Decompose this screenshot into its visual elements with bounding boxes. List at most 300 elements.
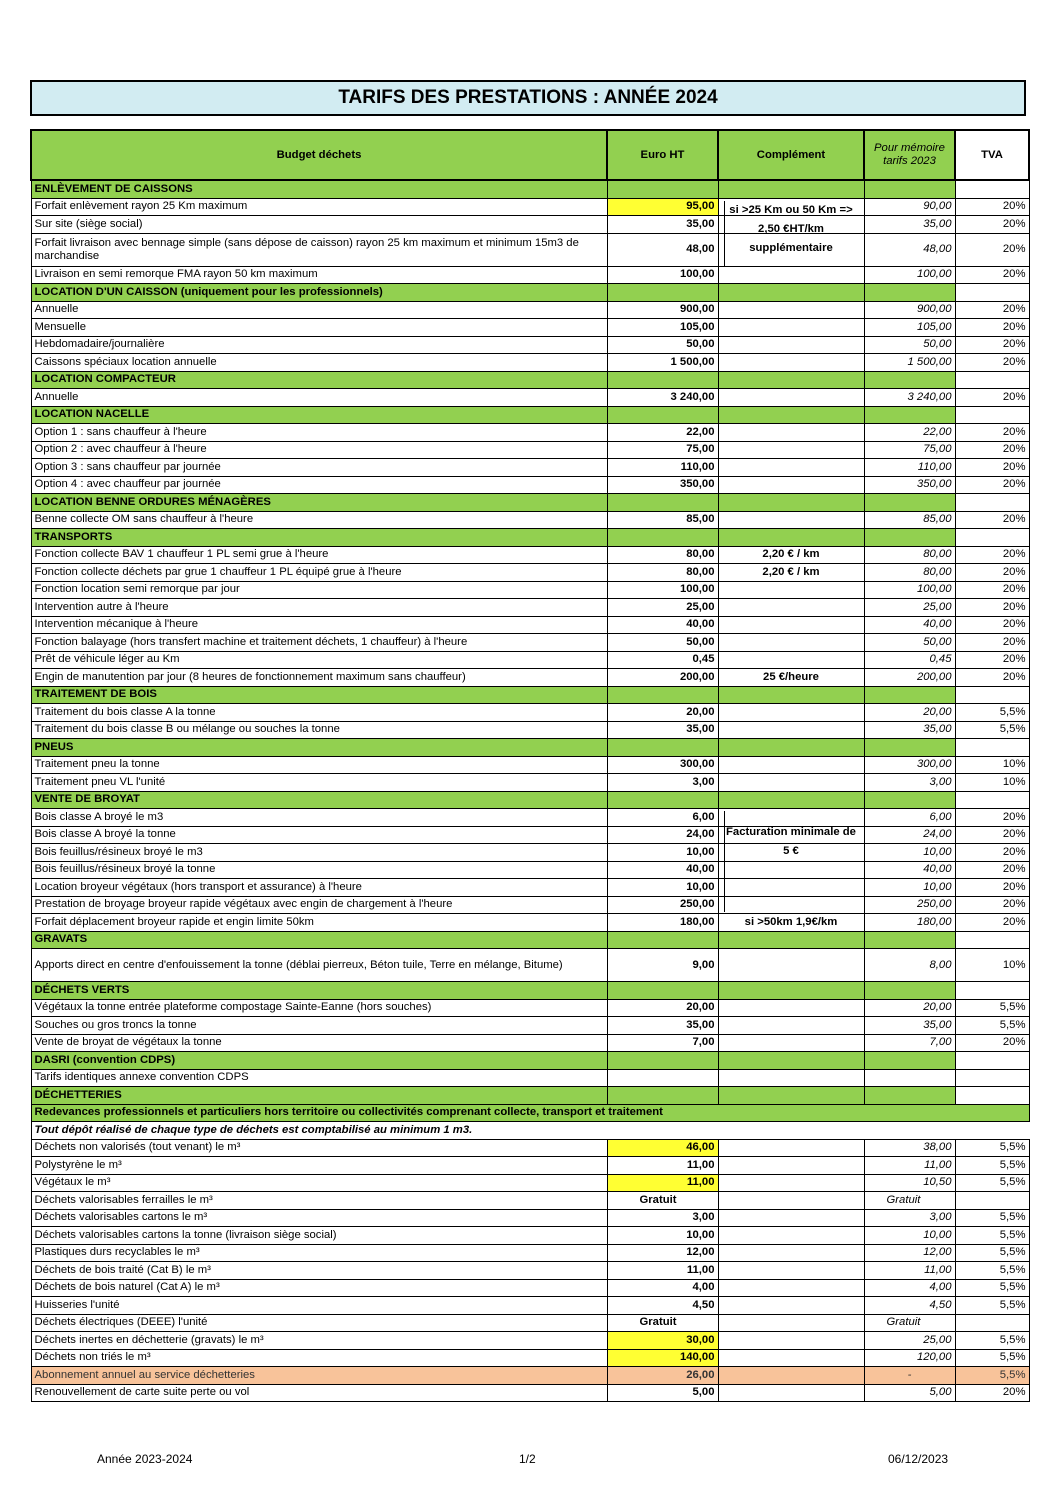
- section-cell: [955, 180, 1029, 198]
- section-label: DÉCHETS VERTS: [31, 982, 607, 1000]
- section-cell: [718, 180, 864, 198]
- row-memo: 20,00: [864, 999, 955, 1017]
- section-label: LOCATION COMPACTEUR: [31, 371, 607, 389]
- row-tva: 5,5%: [955, 704, 1029, 722]
- table-row: [31, 233, 1029, 266]
- row-complement: [718, 1139, 864, 1157]
- row-prix: 1 500,00: [607, 354, 718, 372]
- section-cell: [955, 406, 1029, 424]
- table-row: [31, 1227, 1029, 1245]
- row-tva: 20%: [955, 861, 1029, 879]
- table-row: [31, 198, 1029, 216]
- row-tva: 20%: [955, 1034, 1029, 1052]
- row-tva: 20%: [955, 669, 1029, 687]
- table-row: [31, 896, 1029, 914]
- table-row: [31, 756, 1029, 774]
- section-label: LOCATION D'UN CAISSON (uniquement pour les professionnels): [31, 284, 607, 302]
- row-label: Location broyeur végétaux (hors transport et assurance) à l'heure: [31, 879, 607, 897]
- row-memo: 20,00: [864, 704, 955, 722]
- row-complement: [718, 651, 864, 669]
- row-complement: [718, 266, 864, 284]
- row-memo: 900,00: [864, 301, 955, 319]
- row-prix: 11,00: [607, 1174, 718, 1192]
- row-prix: 3,00: [607, 1209, 718, 1227]
- row-complement: [718, 354, 864, 372]
- row-complement: [718, 704, 864, 722]
- row-prix: 4,50: [607, 1297, 718, 1315]
- row-memo: 110,00: [864, 459, 955, 477]
- row-tva: 5,5%: [955, 1262, 1029, 1280]
- row-prix: 20,00: [607, 704, 718, 722]
- row-memo: 50,00: [864, 336, 955, 354]
- row-label: Déchets valorisables ferrailles le m³: [31, 1192, 607, 1210]
- header-memo: Pour mémoire tarifs 2023: [864, 130, 955, 180]
- section-row: [31, 1104, 1029, 1122]
- row-complement: [718, 1227, 864, 1245]
- section-row: [31, 686, 1029, 704]
- row-complement: [718, 721, 864, 739]
- section-cell: [718, 739, 864, 757]
- row-memo: 3,00: [864, 1209, 955, 1227]
- section-cell: [718, 284, 864, 302]
- row-tva: 5,5%: [955, 1139, 1029, 1157]
- row-tva: 20%: [955, 511, 1029, 529]
- row-complement: [718, 1349, 864, 1367]
- row-label: Prêt de véhicule léger au Km: [31, 651, 607, 669]
- section-cell: [955, 931, 1029, 949]
- row-memo: 250,00: [864, 896, 955, 914]
- row-prix: 95,00: [607, 198, 718, 216]
- row-complement: 2,20 € / km: [718, 546, 864, 564]
- section-cell: [607, 529, 718, 547]
- row-tva: 20%: [955, 1384, 1029, 1402]
- table-row: [31, 1332, 1029, 1350]
- section-label: PNEUS: [31, 739, 607, 757]
- row-prix: 25,00: [607, 599, 718, 617]
- row-complement: [718, 1017, 864, 1035]
- table-row: [31, 634, 1029, 652]
- row-prix: 75,00: [607, 441, 718, 459]
- section-cell: [864, 371, 955, 389]
- section-label: TRAITEMENT DE BOIS: [31, 686, 607, 704]
- row-label: Vente de broyat de végétaux la tonne: [31, 1034, 607, 1052]
- table-row: [31, 999, 1029, 1017]
- row-tva: 10%: [955, 949, 1029, 982]
- row-label: Intervention autre à l'heure: [31, 599, 607, 617]
- row-label: Prestation de broyage broyeur rapide végétaux avec engin de chargement à l'heure: [31, 896, 607, 914]
- section-label: Redevances professionnels et particuliers hors territoire ou collectivités comprenant collecte, transport et traitement: [31, 1104, 1029, 1122]
- row-tva: 20%: [955, 546, 1029, 564]
- tarifs-table: [30, 129, 1030, 1402]
- row-tva: 20%: [955, 459, 1029, 477]
- row-prix: 50,00: [607, 336, 718, 354]
- table-row: [31, 1209, 1029, 1227]
- row-prix: 11,00: [607, 1157, 718, 1175]
- section-cell: [955, 494, 1029, 512]
- section-cell: [607, 686, 718, 704]
- row-prix: 5,00: [607, 1384, 718, 1402]
- section-cell: [864, 791, 955, 809]
- table-row: [31, 441, 1029, 459]
- table-row: [31, 879, 1029, 897]
- row-memo: 22,00: [864, 424, 955, 442]
- row-tva: 5,5%: [955, 999, 1029, 1017]
- row-tva: 20%: [955, 809, 1029, 827]
- row-label: Mensuelle: [31, 319, 607, 337]
- row-complement: [718, 198, 864, 254]
- row-memo: 1 500,00: [864, 354, 955, 372]
- row-label: Bois classe A broyé la tonne: [31, 826, 607, 844]
- row-memo: 0,45: [864, 651, 955, 669]
- row-tva: 5,5%: [955, 1244, 1029, 1262]
- row-complement: [718, 441, 864, 459]
- row-label: Option 4 : avec chauffeur par journée: [31, 476, 607, 494]
- row-label: Annuelle: [31, 389, 607, 407]
- row-prix: 180,00: [607, 914, 718, 932]
- row-tva: 5,5%: [955, 1349, 1029, 1367]
- row-prix: 3,00: [607, 774, 718, 792]
- row-label: Annuelle: [31, 301, 607, 319]
- header-label: Budget déchets: [31, 130, 607, 180]
- row-tva: 20%: [955, 301, 1029, 319]
- row-prix: Gratuit: [607, 1192, 718, 1210]
- row-prix: 10,00: [607, 879, 718, 897]
- row-prix: 140,00: [607, 1349, 718, 1367]
- row-prix: 10,00: [607, 844, 718, 862]
- section-cell: [864, 931, 955, 949]
- row-memo: 10,50: [864, 1174, 955, 1192]
- section-row: [31, 406, 1029, 424]
- section-cell: [607, 1087, 718, 1105]
- table-row: [31, 336, 1029, 354]
- row-label: Souches ou gros troncs la tonne: [31, 1017, 607, 1035]
- table-row: [31, 266, 1029, 284]
- row-memo: 11,00: [864, 1262, 955, 1280]
- header-tva: TVA: [955, 130, 1029, 180]
- table-row: [31, 599, 1029, 617]
- row-prix: 46,00: [607, 1139, 718, 1157]
- table-row: [31, 389, 1029, 407]
- table-row: [31, 826, 1029, 844]
- section-cell: [607, 931, 718, 949]
- row-label: Hebdomadaire/journalière: [31, 336, 607, 354]
- section-label: LOCATION BENNE ORDURES MÉNAGÈRES: [31, 494, 607, 512]
- row-label: Fonction location semi remorque par jour: [31, 581, 607, 599]
- table-row: [31, 774, 1029, 792]
- table-row: [31, 511, 1029, 529]
- row-prix: 4,00: [607, 1279, 718, 1297]
- table-row: [31, 721, 1029, 739]
- section-cell: [607, 791, 718, 809]
- table-row: [31, 914, 1029, 932]
- section-cell: [607, 982, 718, 1000]
- table-row: [31, 809, 1029, 827]
- row-prix: 7,00: [607, 1034, 718, 1052]
- table-row: [31, 459, 1029, 477]
- row-prix: 300,00: [607, 756, 718, 774]
- table-row: [31, 861, 1029, 879]
- row-label: Forfait enlèvement rayon 25 Km maximum: [31, 198, 607, 216]
- section-cell: [864, 180, 955, 198]
- table-row: [31, 1069, 1029, 1087]
- row-memo: 50,00: [864, 634, 955, 652]
- row-memo: [864, 1069, 955, 1087]
- section-row: [31, 1052, 1029, 1070]
- section-row: [31, 494, 1029, 512]
- section-cell: [864, 1052, 955, 1070]
- row-complement: [718, 511, 864, 529]
- table-row: [31, 1034, 1029, 1052]
- table-row: [31, 1174, 1029, 1192]
- row-tva: 20%: [955, 599, 1029, 617]
- row-tva: 5,5%: [955, 1017, 1029, 1035]
- row-complement: [718, 1297, 864, 1315]
- row-label: Caissons spéciaux location annuelle: [31, 354, 607, 372]
- row-tva: 20%: [955, 879, 1029, 897]
- row-memo: -: [864, 1367, 955, 1385]
- section-cell: [718, 931, 864, 949]
- row-complement: [718, 809, 864, 857]
- row-memo: 180,00: [864, 914, 955, 932]
- row-prix: 22,00: [607, 424, 718, 442]
- section-label: VENTE DE BROYAT: [31, 791, 607, 809]
- row-prix: 50,00: [607, 634, 718, 652]
- section-cell: [955, 791, 1029, 809]
- row-tva: 20%: [955, 354, 1029, 372]
- section-cell: [955, 1052, 1029, 1070]
- row-complement: [718, 949, 864, 982]
- section-cell: [864, 686, 955, 704]
- row-prix: 100,00: [607, 581, 718, 599]
- section-label: TRANSPORTS: [31, 529, 607, 547]
- table-row: [31, 949, 1029, 982]
- row-tva: 20%: [955, 476, 1029, 494]
- row-label: Bois feuillus/résineux broyé le m3: [31, 844, 607, 862]
- row-prix: 24,00: [607, 826, 718, 844]
- row-label: Déchets non triés le m³: [31, 1349, 607, 1367]
- row-label: Traitement du bois classe A la tonne: [31, 704, 607, 722]
- section-row: [31, 791, 1029, 809]
- caissons-complement-note: si >25 Km ou 50 Km => 2,50 €HT/km supplémentaire: [729, 203, 853, 254]
- table-row: [31, 651, 1029, 669]
- row-complement: [718, 319, 864, 337]
- broyat-complement-note: Facturation minimale de 5 €: [726, 826, 856, 857]
- row-complement: [718, 1174, 864, 1192]
- row-memo: 35,00: [864, 1017, 955, 1035]
- row-memo: 80,00: [864, 564, 955, 582]
- row-label: Déchets inertes en déchetterie (gravats) le m³: [31, 1332, 607, 1350]
- table-row: [31, 1262, 1029, 1280]
- row-memo: 200,00: [864, 669, 955, 687]
- row-memo: 5,00: [864, 1384, 955, 1402]
- table-row: [31, 476, 1029, 494]
- row-prix: 80,00: [607, 564, 718, 582]
- row-complement: [718, 1069, 864, 1087]
- row-tva: 20%: [955, 651, 1029, 669]
- row-memo: 25,00: [864, 1332, 955, 1350]
- row-tva: 20%: [955, 564, 1029, 582]
- section-cell: [955, 686, 1029, 704]
- row-label: Végétaux la tonne entrée plateforme compostage Sainte-Eanne (hors souches): [31, 999, 607, 1017]
- row-memo: 7,00: [864, 1034, 955, 1052]
- row-tva: 20%: [955, 216, 1029, 234]
- section-cell: [955, 371, 1029, 389]
- table-row: [31, 1279, 1029, 1297]
- page-title: TARIFS DES PRESTATIONS : ANNÉE 2024: [30, 80, 1026, 116]
- note-label: Tout dépôt réalisé de chaque type de déchets est comptabilisé au minimum 1 m3.: [31, 1122, 1029, 1140]
- row-memo: 3,00: [864, 774, 955, 792]
- section-cell: [864, 982, 955, 1000]
- row-prix: 250,00: [607, 896, 718, 914]
- table-row: [31, 1192, 1029, 1210]
- section-label: ENLÈVEMENT DE CAISSONS: [31, 180, 607, 198]
- table-row: [31, 616, 1029, 634]
- row-prix: 35,00: [607, 721, 718, 739]
- row-complement: 2,20 € / km: [718, 564, 864, 582]
- table-row: [31, 1297, 1029, 1315]
- section-label: DÉCHETTERIES: [31, 1087, 607, 1105]
- table-row: [31, 319, 1029, 337]
- section-cell: [607, 406, 718, 424]
- row-memo: 40,00: [864, 861, 955, 879]
- section-cell: [607, 494, 718, 512]
- table-row: [31, 669, 1029, 687]
- row-tva: 20%: [955, 319, 1029, 337]
- row-prix: 200,00: [607, 669, 718, 687]
- section-cell: [718, 791, 864, 809]
- row-tva: 5,5%: [955, 721, 1029, 739]
- row-memo: 10,00: [864, 879, 955, 897]
- row-memo: 75,00: [864, 441, 955, 459]
- row-memo: 35,00: [864, 216, 955, 234]
- row-tva: 20%: [955, 616, 1029, 634]
- row-complement: [718, 233, 864, 266]
- row-complement: [718, 336, 864, 354]
- row-complement: [718, 476, 864, 494]
- row-prix: Gratuit: [607, 1314, 718, 1332]
- row-tva: 20%: [955, 441, 1029, 459]
- row-label: Apports direct en centre d'enfouissement la tonne (déblai pierreux, Béton tuile, Terre en mélange, Bitume): [31, 949, 607, 982]
- row-complement: [718, 1244, 864, 1262]
- row-prix: 10,00: [607, 1227, 718, 1245]
- row-complement: [718, 1367, 864, 1385]
- row-prix: 0,45: [607, 651, 718, 669]
- row-prix: 35,00: [607, 1017, 718, 1035]
- row-memo: 6,00: [864, 809, 955, 827]
- row-prix: 80,00: [607, 546, 718, 564]
- row-label: Huisseries l'unité: [31, 1297, 607, 1315]
- row-prix: 6,00: [607, 809, 718, 827]
- row-label: Déchets de bois naturel (Cat A) le m³: [31, 1279, 607, 1297]
- row-memo: 12,00: [864, 1244, 955, 1262]
- row-label: Traitement du bois classe B ou mélange ou souches la tonne: [31, 721, 607, 739]
- row-prix: 9,00: [607, 949, 718, 982]
- row-tva: 20%: [955, 389, 1029, 407]
- section-label: LOCATION NACELLE: [31, 406, 607, 424]
- table-row: [31, 1367, 1029, 1385]
- row-complement: [718, 301, 864, 319]
- row-memo: 8,00: [864, 949, 955, 982]
- table-row: [31, 564, 1029, 582]
- row-label: Déchets valorisables cartons le m³: [31, 1209, 607, 1227]
- row-complement: [718, 216, 864, 234]
- section-cell: [718, 406, 864, 424]
- row-label: Déchets électriques (DEEE) l'unité: [31, 1314, 607, 1332]
- table-row: [31, 354, 1029, 372]
- row-tva: [955, 1314, 1029, 1332]
- row-memo: 3 240,00: [864, 389, 955, 407]
- section-cell: [607, 1052, 718, 1070]
- row-label: Option 1 : sans chauffeur à l'heure: [31, 424, 607, 442]
- row-label: Végétaux le m³: [31, 1174, 607, 1192]
- row-tva: 5,5%: [955, 1367, 1029, 1385]
- row-memo: 4,50: [864, 1297, 955, 1315]
- row-label: Polystyrène le m³: [31, 1157, 607, 1175]
- row-complement: [718, 616, 864, 634]
- table-header-row: [31, 130, 1029, 180]
- table-row: [31, 581, 1029, 599]
- table-row: [31, 844, 1029, 862]
- row-memo: 10,00: [864, 844, 955, 862]
- table-row: [31, 1017, 1029, 1035]
- row-complement: [718, 1262, 864, 1280]
- row-complement: [718, 756, 864, 774]
- row-tva: 20%: [955, 424, 1029, 442]
- row-tva: 20%: [955, 844, 1029, 862]
- table-row: [31, 1349, 1029, 1367]
- row-prix: 11,00: [607, 1262, 718, 1280]
- section-row: [31, 371, 1029, 389]
- row-prix: 3 240,00: [607, 389, 718, 407]
- row-memo: 24,00: [864, 826, 955, 844]
- section-cell: [955, 529, 1029, 547]
- row-complement: si >50km 1,9€/km: [718, 914, 864, 932]
- section-cell: [955, 284, 1029, 302]
- section-cell: [718, 494, 864, 512]
- section-cell: [718, 686, 864, 704]
- row-tva: 5,5%: [955, 1297, 1029, 1315]
- table-row: [31, 1384, 1029, 1402]
- section-row: [31, 739, 1029, 757]
- row-label: Intervention mécanique à l'heure: [31, 616, 607, 634]
- row-label: Bois classe A broyé le m3: [31, 809, 607, 827]
- section-cell: [607, 284, 718, 302]
- row-complement: [718, 1034, 864, 1052]
- table-row: [31, 1244, 1029, 1262]
- row-label: Forfait déplacement broyeur rapide et engin limite 50km: [31, 914, 607, 932]
- row-prix: 110,00: [607, 459, 718, 477]
- section-cell: [864, 284, 955, 302]
- row-memo: 10,00: [864, 1227, 955, 1245]
- row-memo: Gratuit: [864, 1314, 955, 1332]
- section-cell: [607, 739, 718, 757]
- table-row: [31, 301, 1029, 319]
- row-memo: 80,00: [864, 546, 955, 564]
- row-memo: 38,00: [864, 1139, 955, 1157]
- section-cell: [607, 371, 718, 389]
- row-memo: 40,00: [864, 616, 955, 634]
- row-label: Tarifs identiques annexe convention CDPS: [31, 1069, 607, 1087]
- row-prix: 105,00: [607, 319, 718, 337]
- row-label: Engin de manutention par jour (8 heures de fonctionnement maximum sans chauffeur): [31, 669, 607, 687]
- section-cell: [718, 1052, 864, 1070]
- row-label: Livraison en semi remorque FMA rayon 50 km maximum: [31, 266, 607, 284]
- section-cell: [864, 529, 955, 547]
- row-complement: [718, 1209, 864, 1227]
- row-memo: 35,00: [864, 721, 955, 739]
- row-complement: [718, 634, 864, 652]
- row-prix: 100,00: [607, 266, 718, 284]
